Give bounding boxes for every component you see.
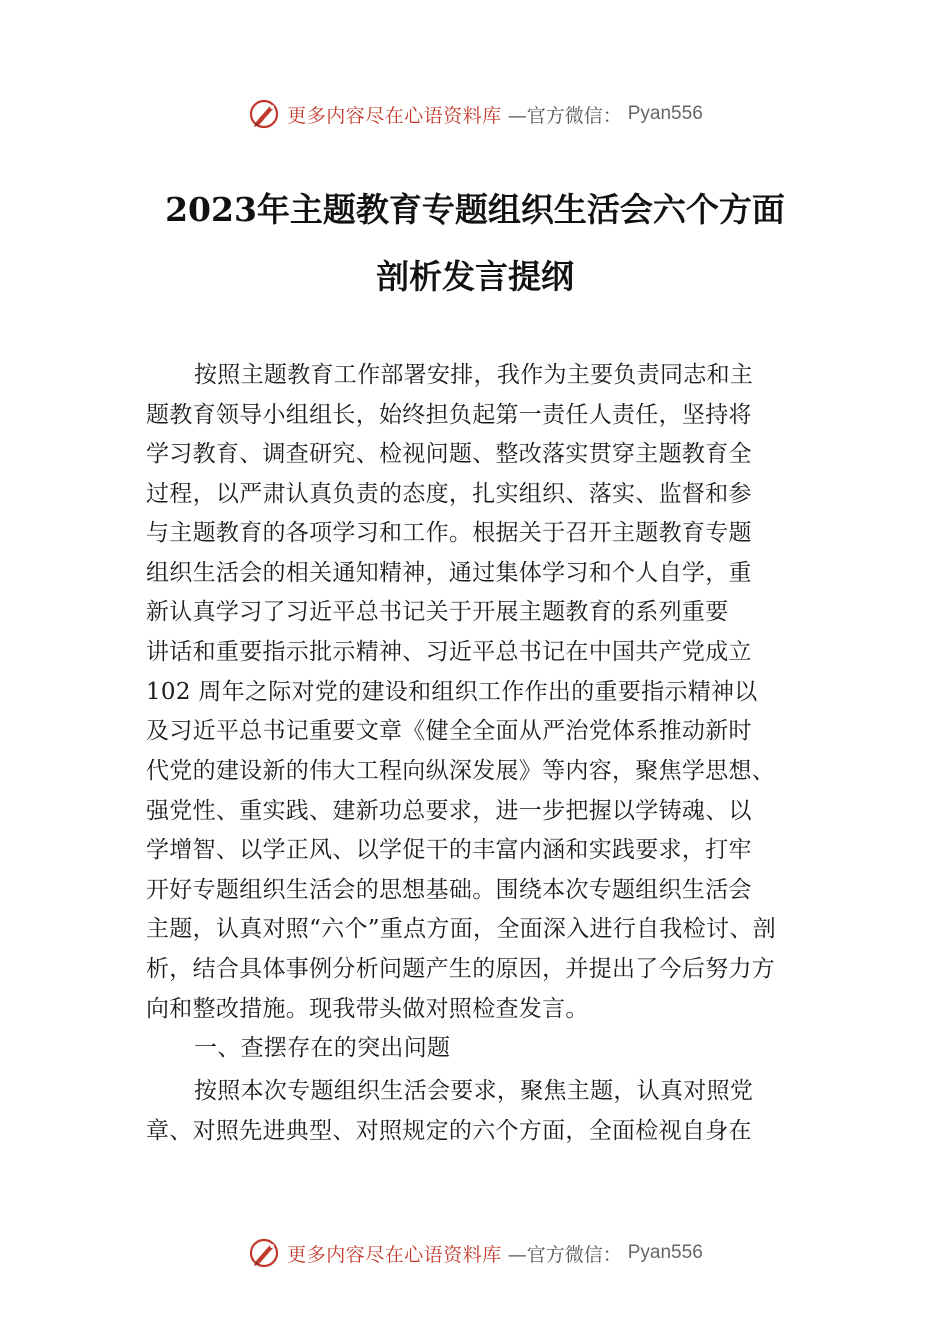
body-line: 及习近平总书记重要文章《健全全面从严治党体系推动新时: [146, 718, 752, 744]
body-line: 新认真学习了习近平总书记关于开展主题教育的系列重要: [146, 599, 729, 625]
watermark-text: 更多内容尽在心语资料库: [287, 104, 502, 127]
body-line: 题教育领导小组组长，始终担负起第一责任人责任，坚持将: [146, 402, 752, 428]
document-body: [146, 0, 818, 1344]
watermark-text: 更多内容尽在心语资料库: [287, 1243, 502, 1266]
body-line: 按照本次专题组织生活会要求，聚焦主题，认真对照党: [194, 1078, 754, 1104]
body-line: 按照主题教育工作部署安排，我作为主要负责同志和主: [194, 362, 754, 388]
document-title-line-1: 2023年主题教育专题组织生活会六个方面: [165, 190, 785, 229]
body-line: 学增智、以学正风、以学促干的丰富内涵和实践要求，打牢: [146, 837, 752, 863]
document-title-line-2: 剖析发言提纲: [376, 257, 574, 296]
body-line: 主题，认真对照“六个”重点方面，全面深入进行自我检讨、剖: [146, 916, 776, 942]
body-line: 102 周年之际对党的建设和组织工作作出的重要指示精神以: [146, 679, 758, 705]
section-heading: 一、查摆存在的突出问题: [194, 1035, 451, 1061]
watermark-footer: [0, 1233, 950, 1273]
body-line: 学习教育、调查研究、检视问题、整改落实贯穿主题教育全: [146, 441, 752, 467]
watermark-account: Pyan556: [627, 103, 703, 124]
pen-logo-icon: [247, 1236, 281, 1270]
body-line: 开好专题组织生活会的思想基础。围绕本次专题组织生活会: [146, 877, 752, 903]
body-line: 讲话和重要指示批示精神、习近平总书记在中国共产党成立: [146, 639, 752, 665]
body-line: 章、对照先进典型、对照规定的六个方面，全面检视自身在: [146, 1118, 752, 1144]
body-line: 与主题教育的各项学习和工作。根据关于召开主题教育专题: [146, 520, 752, 546]
watermark-account: Pyan556: [627, 1242, 703, 1263]
body-line: 过程，以严肃认真负责的态度，扎实组织、落实、监督和参: [146, 481, 752, 507]
body-line: 代党的建设新的伟大工程向纵深发展》等内容，聚焦学思想、: [146, 758, 776, 784]
body-line: 析，结合具体事例分析问题产生的原因，并提出了今后努力方: [146, 956, 776, 982]
body-line: 组织生活会的相关通知精神，通过集体学习和个人自学，重: [146, 560, 752, 586]
watermark-separator: —官方微信：: [507, 104, 622, 127]
body-line: 强党性、重实践、建新功总要求，进一步把握以学铸魂、以: [146, 798, 752, 824]
watermark-separator: —官方微信：: [507, 1243, 622, 1266]
body-line: 向和整改措施。现我带头做对照检查发言。: [146, 996, 589, 1022]
